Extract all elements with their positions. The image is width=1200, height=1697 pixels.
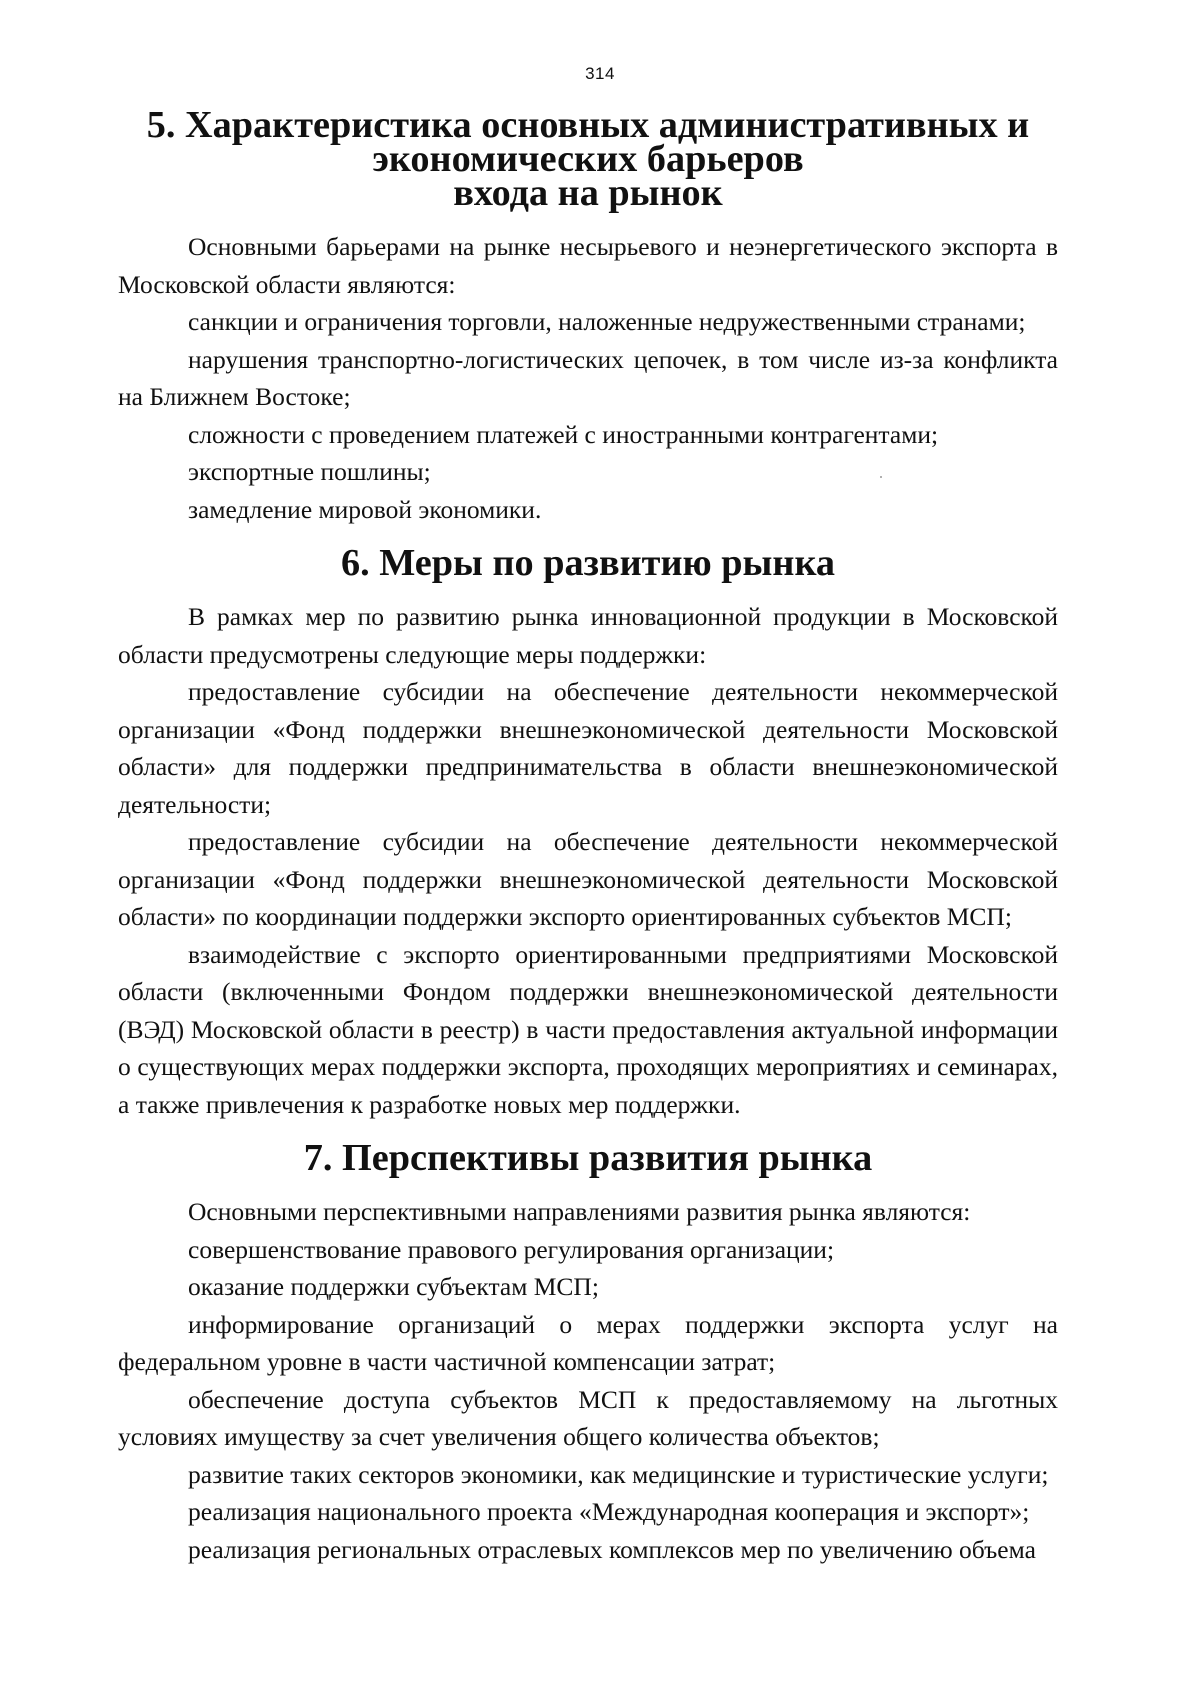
section-7-paragraph: реализация региональных отраслевых комплексов мер по увеличению объема: [188, 1534, 1036, 1564]
section-7-paragraph: обеспечение доступа субъектов МСП к предоставляемому на льготных условиях имуществу за счет увеличения общего количества объектов;: [118, 1384, 1058, 1451]
section-5-heading: [118, 104, 1058, 214]
section-5-paragraph: нарушения транспортно-логистических цепочек, в том числе из-за конфликта на Ближнем Востоке;: [118, 344, 1058, 411]
section-6-paragraph: предоставление субсидии на обеспечение деятельности некоммерческой организации «Фонд поддержки внешнеэкономической деятельности Московской области» для поддержки предпринимательства в области внешнеэкономической деятельности;: [118, 677, 1058, 819]
section-6-paragraph: предоставление субсидии на обеспечение деятельности некоммерческой организации «Фонд поддержки внешнеэкономической деятельности Московской области» по координации поддержки экспорто ориентированных субъектов МСП;: [118, 827, 1058, 931]
section-6-heading: 6. Меры по развитию рынка: [340, 542, 836, 584]
section-7-paragraph: развитие таких секторов экономики, как медицинские и туристические услуги;: [188, 1459, 1049, 1489]
document-body: [118, 104, 1058, 1568]
section-5-paragraph: сложности с проведением платежей с иностранными контрагентами;: [188, 419, 939, 449]
section-6-paragraph: взаимодействие с экспорто ориентированными предприятиями Московской области (включенными Фондом поддержки внешнеэкономической деятельности (ВЭД) Московской области в реестр) в части предоставления актуальной информации о существующих мерах поддержки экспорта, проходящих мероприятиях и семинарах, а также привлечения к разработке новых мер поддержки.: [118, 939, 1058, 1119]
page-number: 314: [585, 64, 615, 83]
section-7-paragraph: информирование организаций о мерах поддержки экспорта услуг на федеральном уровне в части частичной компенсации затрат;: [118, 1309, 1058, 1376]
section-7-paragraph: совершенствование правового регулирования организации;: [188, 1234, 835, 1264]
section-7-heading: 7. Перспективы развития рынка: [303, 1137, 873, 1179]
section-7-paragraph: оказание поддержки субъектам МСП;: [188, 1272, 599, 1301]
section-7-paragraph: реализация национального проекта «Международная кооперация и экспорт»;: [188, 1497, 1030, 1526]
section-5-paragraph: экспортные пошлины;: [188, 457, 431, 486]
section-5-heading-line-2: входа на рынок: [453, 172, 723, 214]
section-5-paragraph: Основными барьерами на рынке несырьевого и неэнергетического экспорта в Московской области являются:: [118, 232, 1058, 299]
section-6-paragraph: В рамках мер по развитию рынка инновационной продукции в Московской области предусмотрены следующие меры поддержки:: [118, 602, 1058, 669]
section-5-paragraph: замедление мировой экономики.: [188, 494, 542, 524]
section-5-paragraph: санкции и ограничения торговли, наложенные недружественными странами;: [188, 307, 1026, 336]
section-5-heading-line-1: 5. Характеристика основных административных и экономических барьеров: [146, 104, 1030, 180]
section-7-paragraph: Основными перспективными направлениями развития рынка являются:: [188, 1197, 971, 1226]
